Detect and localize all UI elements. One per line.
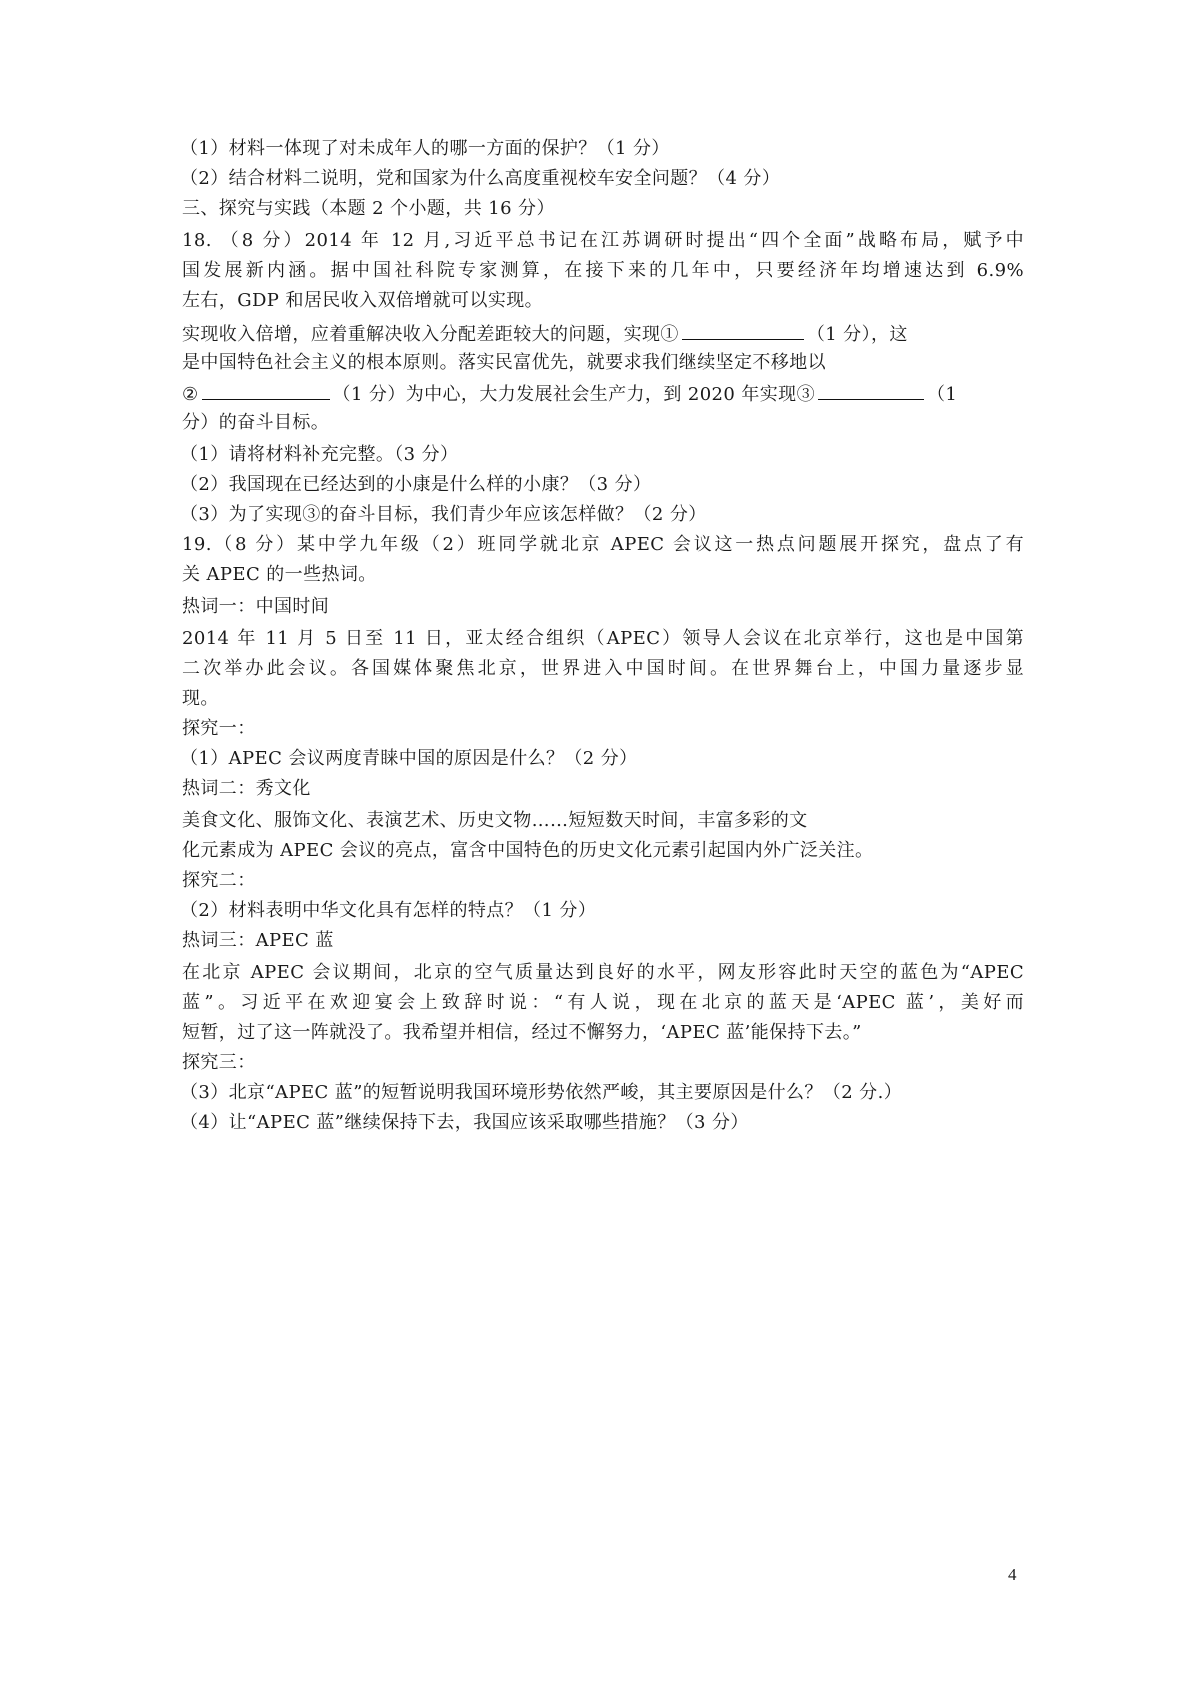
answer-blank-2[interactable] [202,381,330,400]
question-18-text-2: 国发展新内涵。据中国社科院专家测算，在接下来的几年中，只要经济年均增速达到 6.9% [182,260,1024,281]
question-18-text-3: 左右，GDP 和居民收入双倍增就可以实现。 [182,290,544,311]
question-19-intro: 19.（8 分）某中学九年级（2）班同学就北京 APEC 会议这一热点问题展开探究，盘点了有 [182,534,1024,555]
hotword-3-title: 热词三：APEC 蓝 [182,930,334,951]
question-19-3: （3）北京“APEC 蓝”的短暂说明我国环境形势依然严峻，其主要原因是什么？（2 分.） [180,1082,903,1103]
hotword-2-text-1: 美食文化、服饰文化、表演艺术、历史文物……短短数天时间，丰富多彩的文 [182,810,808,831]
fill-blank-text: ② [182,384,199,405]
question-19-2: （2）材料表明中华文化具有怎样的特点？（1 分） [180,900,597,921]
inquiry-3-title: 探究三： [182,1052,256,1073]
question-19-4: （4）让“APEC 蓝”继续保持下去，我国应该采取哪些措施？（3 分） [180,1112,749,1133]
fill-blank-text: （1 分）为中心，大力发展社会生产力，到 2020 年实现③ [332,384,815,405]
question-18-2: （2）我国现在已经达到的小康是什么样的小康？（3 分） [180,474,652,495]
fill-blank-text: （1 [926,384,958,405]
fill-blank-line-3 [182,381,1022,407]
fill-blank-text: （1 分），这 [806,324,908,345]
question-17-1: （1）材料一体现了对未成年人的哪一方面的保护？（1 分） [180,138,670,159]
question-18-1: （1）请将材料补充完整。（3 分） [180,444,459,465]
hotword-1-text-2: 二次举办此会议。各国媒体聚焦北京，世界进入中国时间。在世界舞台上，中国力量逐步显 [182,658,1024,679]
question-19-text-2: 关 APEC 的一些热词。 [182,564,377,585]
inquiry-2-title: 探究二： [182,870,256,891]
hotword-1-title: 热词一：中国时间 [182,596,330,617]
fill-blank-line-4: 分）的奋斗目标。 [182,412,330,433]
answer-blank-1[interactable] [682,321,804,340]
fill-blank-line-1 [182,321,1022,347]
page-number: 4 [1008,1565,1017,1584]
hotword-3-text-1: 在北京 APEC 会议期间，北京的空气质量达到良好的水平，网友形容此时天空的蓝色为“APEC [182,962,1024,983]
inquiry-1-title: 探究一： [182,718,256,739]
hotword-3-text-3: 短暂，过了这一阵就没了。我希望并相信，经过不懈努力，‘APEC 蓝’能保持下去。” [182,1022,862,1043]
answer-blank-3[interactable] [818,381,924,400]
hotword-1-text-3: 现。 [182,688,219,709]
hotword-2-title: 热词二：秀文化 [182,778,311,799]
question-18-3: （3）为了实现③的奋斗目标，我们青少年应该怎样做？（2 分） [180,504,707,525]
fill-blank-line-2: 是中国特色社会主义的根本原则。落实民富优先，就要求我们继续坚定不移地以 [182,352,826,373]
question-18-intro: 18. （8 分）2014 年 12 月,习近平总书记在江苏调研时提出“四个全面”战略布局，赋予中 [182,230,1024,251]
hotword-1-text-1: 2014 年 11 月 5 日至 11 日，亚太经合组织（APEC）领导人会议在北京举行，这也是中国第 [182,628,1024,649]
section-heading: 三、探究与实践（本题 2 个小题，共 16 分） [182,198,555,219]
question-19-1: （1）APEC 会议两度青睐中国的原因是什么？（2 分） [180,748,638,769]
question-17-2: （2）结合材料二说明，党和国家为什么高度重视校车安全问题？（4 分） [180,168,781,189]
hotword-3-text-2: 蓝”。习近平在欢迎宴会上致辞时说：“有人说，现在北京的蓝天是‘APEC 蓝’，美好而 [182,992,1024,1013]
fill-blank-text: 实现收入倍增，应着重解决收入分配差距较大的问题，实现① [182,324,679,345]
hotword-2-text-2: 化元素成为 APEC 会议的亮点，富含中国特色的历史文化元素引起国内外广泛关注。 [182,840,874,861]
